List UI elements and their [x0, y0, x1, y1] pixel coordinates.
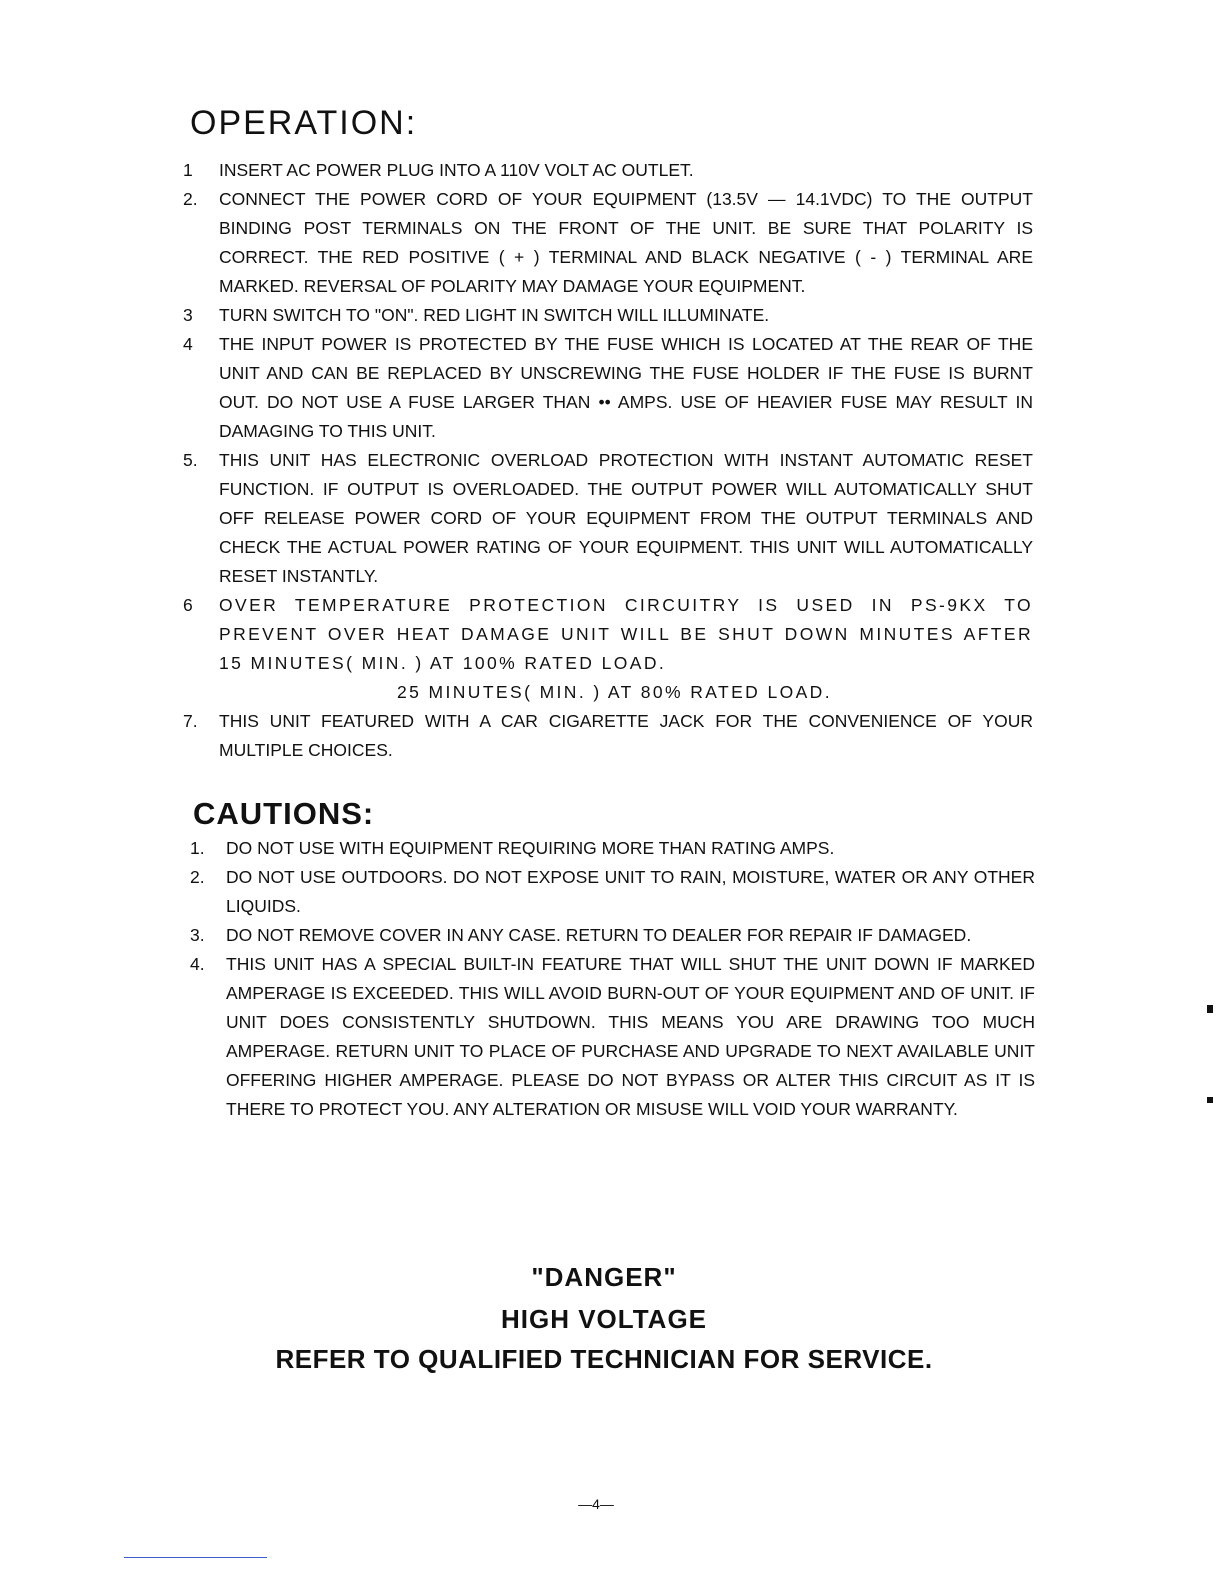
- operation-item-5: [183, 446, 1033, 591]
- operation-item-4: [183, 330, 1033, 446]
- item-number: 1: [183, 160, 193, 180]
- item-number: 2.: [183, 189, 198, 209]
- item-text: CONNECT THE POWER CORD OF YOUR EQUIPMENT (13.5V — 14.1VDC) TO THE OUTPUT BINDING POST TERMINALS ON THE FRONT OF THE UNIT. BE SURE THAT POLARITY IS CORRECT. THE RED POSITIVE ( + ) TERMINAL AND BLACK NEGATIVE ( - ) TERMINAL ARE MARKED. REVERSAL OF POLARITY MAY DAMAGE YOUR EQUIPMENT.: [219, 189, 1033, 296]
- operation-heading: OPERATION:: [190, 104, 418, 142]
- item-text: INSERT AC POWER PLUG INTO A 110V VOLT AC OUTLET.: [219, 160, 694, 180]
- caution-item-4: [190, 950, 1035, 1124]
- item-text: DO NOT USE WITH EQUIPMENT REQUIRING MORE THAN RATING AMPS.: [226, 838, 835, 858]
- item-text: THIS UNIT HAS ELECTRONIC OVERLOAD PROTECTION WITH INSTANT AUTOMATIC RESET FUNCTION. IF OUTPUT IS OVERLOADED. THE OUTPUT POWER WILL AUTOMATICALLY SHUT OFF RELEASE POWER CORD OF YOUR EQUIPMENT FROM THE OUTPUT TERMINALS AND CHECK THE ACTUAL POWER RATING OF YOUR EQUIPMENT. THIS UNIT WILL AUTOMATICALLY RESET INSTANTLY.: [219, 450, 1033, 586]
- item-extra-line: 25 MINUTES( MIN. ) AT 80% RATED LOAD.: [397, 682, 832, 702]
- item-number: 4: [183, 334, 193, 354]
- operation-item-6: [183, 591, 1033, 707]
- item-text: DO NOT REMOVE COVER IN ANY CASE. RETURN TO DEALER FOR REPAIR IF DAMAGED.: [226, 925, 972, 945]
- operation-item-1: [183, 156, 1033, 185]
- cautions-list: [190, 834, 1035, 1124]
- item-text: THIS UNIT FEATURED WITH A CAR CIGARETTE JACK FOR THE CONVENIENCE OF YOUR MULTIPLE CHOICES.: [219, 711, 1033, 760]
- scan-mark: [1207, 1005, 1213, 1013]
- item-number: 5.: [183, 450, 198, 470]
- item-number: 7.: [183, 711, 198, 731]
- item-number: 6: [183, 595, 196, 615]
- operation-item-3: [183, 301, 1033, 330]
- item-text: THIS UNIT HAS A SPECIAL BUILT-IN FEATURE THAT WILL SHUT THE UNIT DOWN IF MARKED AMPERAGE IS EXCEEDED. THIS WILL AVOID BURN-OUT OF YOUR EQUIPMENT AND OF UNIT. IF UNIT DOES CONSISTENTLY SHUTDOWN. THIS MEANS YOU ARE DRAWING TOO MUCH AMPERAGE. RETURN UNIT TO PLACE OF PURCHASE AND UPGRADE TO NEXT AVAILABLE UNIT OFFERING HIGHER AMPERAGE. PLEASE DO NOT BYPASS OR ALTER THIS CIRCUIT AS IT IS THERE TO PROTECT YOU. ANY ALTERATION OR MISUSE WILL VOID YOUR WARRANTY.: [226, 954, 1035, 1119]
- item-number: 2.: [190, 867, 205, 887]
- item-text: OVER TEMPERATURE PROTECTION CIRCUITRY IS USED IN PS-9KX TO PREVENT OVER HEAT DAMAGE UNIT WILL BE SHUT DOWN MINUTES AFTER 15 MINUTES( MIN. ) AT 100% RATED LOAD.: [219, 595, 1033, 673]
- danger-service-notice: REFER TO QUALIFIED TECHNICIAN FOR SERVICE.: [275, 1344, 933, 1374]
- danger-title: "DANGER": [531, 1262, 677, 1292]
- item-text: DO NOT USE OUTDOORS. DO NOT EXPOSE UNIT TO RAIN, MOISTURE, WATER OR ANY OTHER LIQUIDS.: [226, 867, 1035, 916]
- cautions-heading: CAUTIONS:: [193, 796, 375, 831]
- caution-item-1: [190, 834, 1035, 863]
- danger-high-voltage: HIGH VOLTAGE: [500, 1304, 708, 1334]
- bottom-rule: [124, 1557, 267, 1558]
- item-number: 3: [183, 305, 193, 325]
- operation-list: [183, 156, 1033, 765]
- item-number: 4.: [190, 954, 205, 974]
- item-text: TURN SWITCH TO "ON". RED LIGHT IN SWITCH WILL ILLUMINATE.: [219, 305, 770, 325]
- item-number: 1.: [190, 838, 205, 858]
- page-number: —4—: [578, 1496, 614, 1512]
- caution-item-3: [190, 921, 1035, 950]
- operation-item-2: [183, 185, 1033, 301]
- item-number: 3.: [190, 925, 205, 945]
- scan-mark: [1207, 1097, 1213, 1103]
- caution-item-2: [190, 863, 1035, 921]
- item-text: THE INPUT POWER IS PROTECTED BY THE FUSE WHICH IS LOCATED AT THE REAR OF THE UNIT AND CAN BE REPLACED BY UNSCREWING THE FUSE HOLDER IF THE FUSE IS BURNT OUT. DO NOT USE A FUSE LARGER THAN •• AMPS. USE OF HEAVIER FUSE MAY RESULT IN DAMAGING TO THIS UNIT.: [219, 334, 1033, 441]
- operation-item-7: [183, 707, 1033, 765]
